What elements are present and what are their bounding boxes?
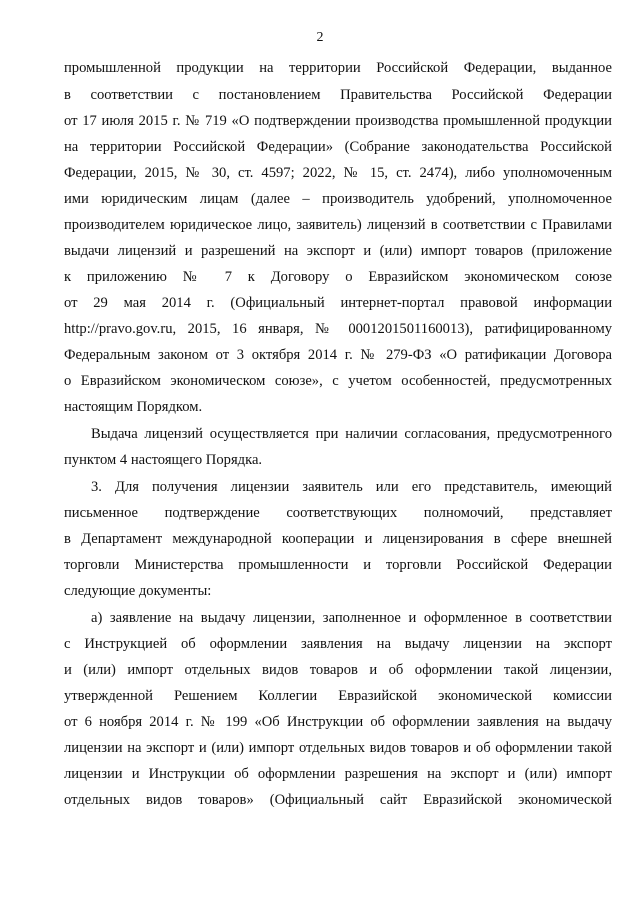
text-line: лицензии и Инструкции об оформлении разрешения на экспорт и (или) импорт xyxy=(64,766,612,782)
text-line: Федеральным законом от 3 октября 2014 г. № 279-ФЗ «О ратификации Договора xyxy=(64,347,612,363)
text-line: на территории Российской Федерации» (Собрание законодательства Российской xyxy=(64,139,612,155)
text-line: следующие документы: xyxy=(64,583,212,599)
text-line: http://pravo.gov.ru, 2015, 16 января, № 0001201501160013), ратифицированному xyxy=(64,321,612,337)
text-line: к приложению № 7 к Договору о Евразийском экономическом союзе xyxy=(64,269,612,285)
text-line: пунктом 4 настоящего Порядка. xyxy=(64,452,263,468)
text-line: от 6 ноября 2014 г. № 199 «Об Инструкции об оформлении заявления на выдачу xyxy=(64,714,612,730)
text-line: настоящим Порядком. xyxy=(64,399,203,415)
text-line: с Инструкцией об оформлении заявления на выдачу лицензии на экспорт xyxy=(64,636,612,652)
text-line: от 29 мая 2014 г. (Официальный интернет-портал правовой информации xyxy=(64,295,612,311)
text-line: промышленной продукции на территории Российской Федерации, выданное xyxy=(64,60,612,76)
text-line: о Евразийском экономическом союзе», с учетом особенностей, предусмотренных xyxy=(64,373,612,389)
text-line: Выдача лицензий осуществляется при наличии согласования, предусмотренного xyxy=(91,426,612,442)
text-line: выдачи лицензий и разрешений на экспорт и (или) импорт товаров (приложение xyxy=(64,243,612,259)
text-line: 3. Для получения лицензии заявитель или его представитель, имеющий xyxy=(91,479,612,495)
text-line: производителем юридическое лицо, заявитель) лицензий в соответствии с Правилами xyxy=(64,217,612,233)
text-line: а) заявление на выдачу лицензии, заполненное и оформленное в соответствии xyxy=(91,610,612,626)
text-line: в Департамент международной кооперации и лицензирования в сфере внешней xyxy=(64,531,612,547)
text-line: торговли Министерства промышленности и торговли Российской Федерации xyxy=(64,557,612,573)
text-line: лицензии на экспорт и (или) импорт отдельных видов товаров и об оформлении такой xyxy=(64,740,612,756)
text-line: от 17 июля 2015 г. № 719 «О подтверждении производства промышленной продукции xyxy=(64,113,612,129)
text-line: утвержденной Решением Коллегии Евразийской экономической комиссии xyxy=(64,688,612,704)
page-number: 2 xyxy=(316,30,324,45)
text-line: и (или) импорт отдельных видов товаров и об оформлении такой лицензии, xyxy=(64,662,612,678)
text-line: в соответствии с постановлением Правительства Российской Федерации xyxy=(64,87,612,103)
text-line: ими юридическим лицам (далее – производитель удобрений, уполномоченное xyxy=(64,191,612,207)
text-line: отдельных видов товаров» (Официальный сайт Евразийской экономической xyxy=(64,792,612,808)
text-line: Федерации, 2015, № 30, ст. 4597; 2022, № 15, ст. 2474), либо уполномоченным xyxy=(64,165,612,181)
text-line: письменное подтверждение соответствующих полномочий, представляет xyxy=(64,505,612,521)
